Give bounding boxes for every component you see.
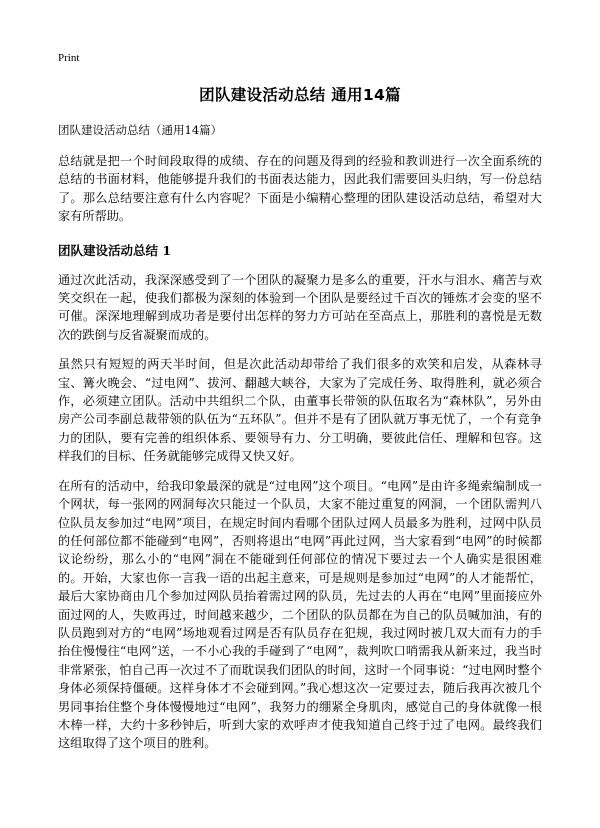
- body-paragraph-2: 虽然只有短短的两天半时间，但是次此活动却带给了我们很多的欢笑和启发，从森林寻宝、篝火晚会、“过电网”、拔河、翻越大峡谷，大家为了完成任务、取得胜利，就必须合作，必须建立团队。活动中共组织二个队，由董事长带领的队伍取名为“森林队”，另外由房产公司李副总裁带领的队伍为“五环队”。但并不是有了团队就万事无忧了，一个有竞争力的团队，要有完善的组织体系、要领导有力、分工明确，要彼此信任、理解和包容。这样我们的目标、任务就能够完成得又快又好。: [58, 357, 542, 464]
- body-paragraph-3: 在所有的活动中，给我印象最深的就是“过电网”这个项目。“电网”是由许多绳索编制成一个网状，每一张网的网洞每次只能过一个队员，大家不能过重复的网洞，一个团队需判八位队员友参加过“电网”项目，在规定时间内看哪个团队过网人员最多为胜利，过网中队员的任何部位都不能碰到“电网”，否则将退出“电网”再此过网，当大家看到“电网”的时候都议论纷纷，那么小的“电网”洞在不能碰到任何部位的情况下要过去一个人确实是很困难的。开始，大家也你一言我一语的出起主意来，可是规则是参加过“电网”的人才能帮忙，最后大家协商由几个参加过网队员抬着需过网的队员，先过去的人再在“电网”里面接应外面过网的人，失败再过，时间越来越少，二个团队的队员都在为自己的队员喊加油，有的队员跑到对方的“电网”场地观看过网是否有队员存在犯规，我过网时被几双大而有力的手抬住慢慢往“电网”送，一不小心我的手碰到了“电网”，裁判吹口哨需我从新来过，我当时非常紧张，怕自己再一次过不了而耽误我们团队的时间，这时一个同事说：“过电网时整个身体必须保持僵硬。这样身体才不会碰到网。”我心想这次一定要过去，随后我再次被几个男同事抬住整个身体慢慢地过“电网”，我努力的绷紧全身肌肉，感觉自己的身体就像一根木棒一样，大约十多秒钟后，听到大家的欢呼声才使我知道自己终于过了电网。最终我们这组取得了这个项目的胜利。: [58, 478, 542, 751]
- document-subtitle: 团队建设活动总结（通用14篇）: [58, 123, 223, 137]
- intro-paragraph: 总结就是把一个时间段取得的成绩、存在的问题及得到的经验和教训进行一次全面系统的总结的书面材料，他能够提升我们的书面表达能力，因此我们需要回头归纳，写一份总结了。那么总结要注意有什么内容呢？下面是小编精心整理的团队建设活动总结，希望对大家有所帮助。: [58, 154, 542, 224]
- body-paragraph-1: 通过次此活动，我深深感受到了一个团队的凝聚力是多么的重要，汗水与泪水、痛苦与欢笑交织在一起，使我们都极为深刻的体验到一个团队是要经过千百次的锤炼才会变的坚不可催。深深地理解到成功者是要付出怎样的努力方可站在至高点上，那胜利的喜悦是无数次的跌倒与反省凝聚而成的。: [58, 272, 542, 342]
- print-link[interactable]: Print: [58, 52, 80, 64]
- section-heading: 团队建设活动总结 1: [58, 242, 172, 258]
- page-title: 团队建设活动总结 通用14篇: [199, 86, 401, 104]
